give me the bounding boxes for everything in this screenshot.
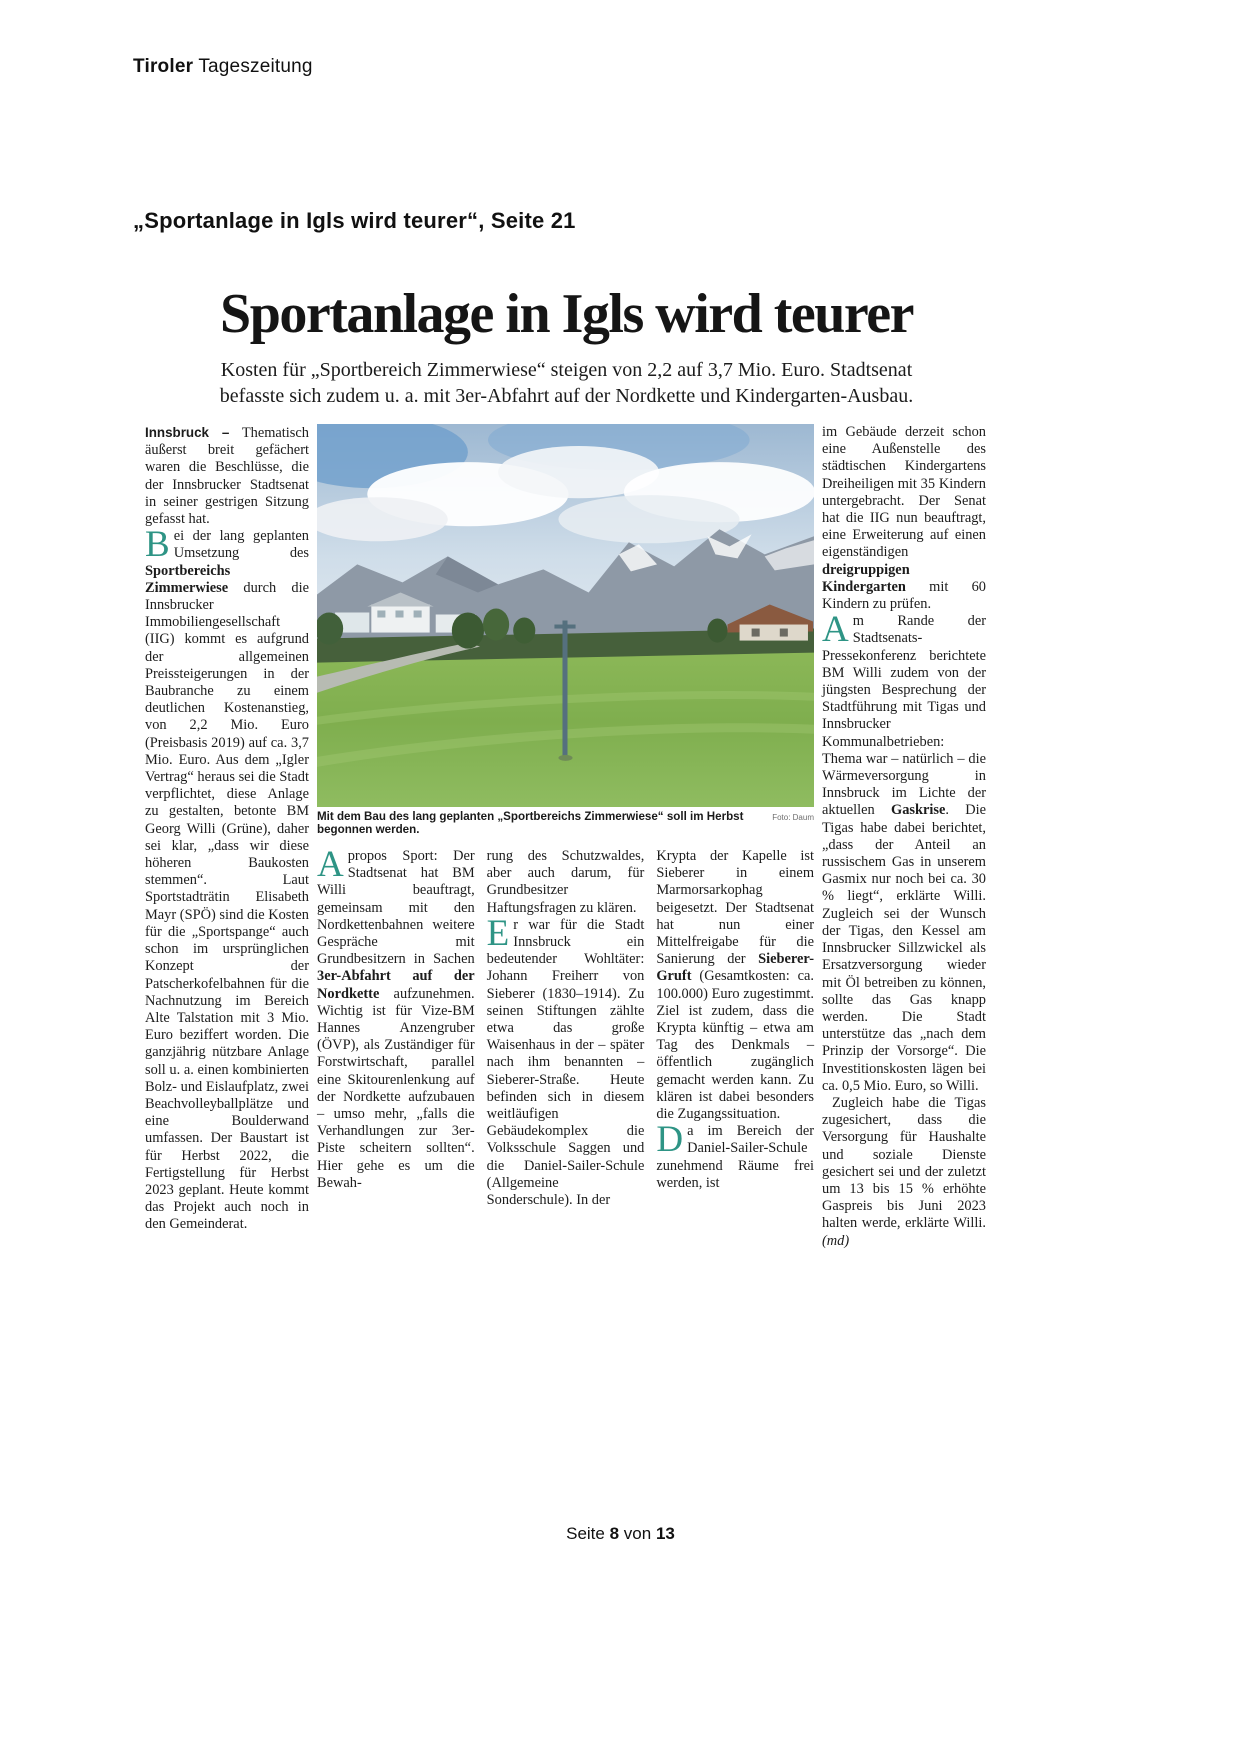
text-run: aufzunehmen. Wichtig ist für Vize-BM Hannes Anzengruber (ÖVP), als Zuständiger für Forstwirtschaft, parallel eine Skitourenlenkung auf der Nordkette aufzubauen – umso mehr, „falls die Verhandlungen zur 3er-Piste scheitern sollten“. Hier gehe es um die Bewah-	[317, 985, 475, 1191]
dropcap: A	[317, 844, 344, 885]
footer-word-of: von	[623, 1524, 652, 1543]
text-run: r war für die Stadt Innsbruck ein bedeutender Wohltäter: Johann Freiherr von Sieberer (1830–1914). Zu seinen Stiftungen zählte etwa das große Waisenhaus in der – später nach ihm benannten – Sieberer-Straße. Heute befinden sich in diesem weitläufigen Gebäudekomplex die Volksschule Saggen und die Daniel-Sailer-Schule (Allgemeine Sonderschule). In der	[486, 916, 645, 1209]
article-reference-heading: „Sportanlage in Igls wird teurer“, Seite 21	[133, 208, 576, 233]
paragraph	[145, 524, 309, 1233]
text-run: ei der lang geplanten Umsetzung des	[173, 528, 309, 562]
article-headline: Sportanlage in Igls wird teurer	[220, 283, 913, 345]
subhead-line1: Kosten für „Sportbereich Zimmerwiese“ steigen von 2,2 auf 3,7 Mio. Euro. Stadtsenat	[220, 359, 913, 381]
text-run-bold: 3er-Abfahrt auf der Nordkette	[317, 968, 475, 1002]
paragraph	[656, 848, 814, 1123]
article-column-5	[822, 424, 986, 1250]
text-run: im Gebäude derzeit schon eine Außenstelle des städtischen Kindergartens Dreiheiligen mit 35 Kindern untergebracht. Der Senat hat die IIG nun beauftragt, eine Erweiterung auf einen eigenständigen	[822, 424, 986, 561]
paragraph	[317, 844, 475, 1192]
dropcap: B	[145, 524, 170, 566]
paragraph	[145, 424, 309, 528]
paragraph	[822, 609, 986, 1095]
author-initials: (md)	[822, 1232, 850, 1249]
text-run: mit 60 Kindern zu prüfen.	[822, 578, 986, 613]
text-run: durch die Innsbrucker Immobiliengesellschaft (IIG) kommt es aufgrund der allgemeinen Preissteigerungen in der Baubranche zu einem deutlichen Kostenanstieg, von 2,2 Mio. Euro (Preisbasis 2019) auf ca. 3,7 Mio. Euro. Aus dem „Igler Vertrag“ heraus sei die Stadt verpflichtet, diese Anlage zu gestalten, betonte BM Georg Willi (Grüne), daher sei klar, „dass wir diese höheren Baukosten stemmen“. Laut Sportstadträtin Elisabeth Mayr (SPÖ) sind die Kosten für die „Sportspange“ auch schon im ursprünglichen Konzept der Patscherkofelbahnen für die Nachnutzung im Bereich Alte Talstation mit 3 Mio. Euro beziffert worden. Die ganzjährig nützbare Anlage soll u. a. einen kombinierten Bolz- und Eislaufplatz, zwei Beachvolleyballplätze und eine Boulderwand umfassen. Der Baustart ist für Herbst 2022, die Fertigstellung für Herbst 2023 geplant. Heute kommt das Projekt auch noch in den Gemeinderat.	[145, 579, 309, 1233]
dropcap: E	[486, 912, 510, 954]
article-column-3	[487, 848, 645, 1209]
article-photo	[317, 424, 814, 807]
text-run: rung des Schutzwaldes, aber auch darum, für Grundbesitzer Haftungsfragen zu klären.	[486, 848, 645, 916]
text-run: propos Sport: Der Stadtsenat hat BM Willi beauftragt, gemeinsam mit den Nordkettenbahnen weitere Gespräche mit Grundbesitzern in Sachen	[317, 848, 475, 968]
publication-name-rest: Tageszeitung	[193, 56, 313, 77]
paragraph	[487, 848, 645, 917]
publication-name	[133, 56, 313, 78]
dateline: Innsbruck –	[145, 425, 230, 440]
text-run: Krypta der Kapelle ist Sieberer in einem Marmorsarkophag beigesetzt. Der Stadtsenat hat nun einer Mittelfreigabe für die Sanierung der	[656, 848, 815, 968]
footer-page-number: 8	[609, 1524, 620, 1543]
publication-name-bold: Tiroler	[133, 56, 194, 77]
text-run: m Rande der Stadtsenats-Pressekonferenz berichtete BM Willi zudem von der jüngsten Besprechung der Stadtführung mit Tigas und Innsbrucker Kommunalbetrieben: Thema war – natürlich – die Wärmeversorgung in Innsbruck im Lichte der aktuellen	[822, 613, 986, 819]
article-column-1	[145, 424, 309, 1250]
text-run: a im Bereich der Daniel-Sailer-Schule zunehmend Räume frei werden, ist	[656, 1123, 815, 1191]
footer-word-page: Seite	[566, 1524, 605, 1543]
photo-credit: Foto: Daum	[772, 813, 814, 822]
text-run-bold: dreigruppigen Kindergarten	[822, 561, 910, 595]
text-run-bold: Sportbereichs Zimmerwiese	[145, 562, 231, 596]
article-body	[145, 424, 988, 1250]
paragraph	[822, 1095, 986, 1250]
text-run: . Die Tigas habe dabei berichtet, „dass der Anteil an russischem Gas in unserem Gasmix nur noch bei ca. 30 % liegt“, erklärte Willi. Zugleich sei der Wunsch der Tigas, den Kessel am Innsbrucker Sillzwickel als Ersatzversorgung wieder mit Öl betreiben zu können, sollte das Gas knapp werden. Die Stadt unterstütze das „nach dem Prinzip der Vorsorge“. Die Investitionskosten lägen bei ca. 0,5 Mio. Euro, so Willi.	[822, 802, 986, 1094]
footer-total-pages: 13	[655, 1524, 675, 1543]
subhead-line2: befasste sich zudem u. a. mit 3er-Abfahrt auf der Nordkette und Kindergarten-Ausbau.	[219, 385, 914, 407]
photo-caption: Mit dem Bau des lang geplanten „Sportbereichs Zimmerwiese“ soll im Herbst begonnen werden.	[317, 810, 744, 836]
page-footer	[0, 1524, 1241, 1544]
photo-caption-row	[317, 810, 814, 836]
text-run: Zugleich habe die Tigas zugesichert, dass die Versorgung für Haushalte und soziale Dienste gesichert sei und der zuletzt um 13 bis 15 % erhöhte Gaspreis bis Juni 2023 halten werde, erklärte Willi.	[822, 1094, 986, 1232]
paragraph	[486, 912, 645, 1209]
article-center-region	[317, 424, 814, 1250]
paragraph	[656, 1119, 815, 1192]
article-column-4	[656, 848, 814, 1209]
text-run: (Gesamtkosten: ca. 100.000) Euro zugestimmt. Ziel ist zudem, dass die Krypta künftig – etwa am Tag des Denkmals – öffentlich zugänglich gemacht werden kann. Zu klären ist dabei besonders die Zugangssituation.	[656, 968, 815, 1123]
article-column-2	[317, 844, 475, 1209]
text-run: Thematisch äußerst breit gefächert waren die Beschlüsse, die der Innsbrucker Stadtsenat in seiner gestrigen Sitzung gefasst hat.	[145, 425, 309, 528]
paragraph	[822, 424, 986, 613]
text-run-bold: Sieberer-Gruft	[656, 951, 815, 985]
dropcap: A	[822, 609, 849, 651]
newspaper-clipping	[145, 283, 988, 1250]
text-run-bold: Gaskrise	[891, 802, 946, 819]
dropcap: D	[656, 1119, 684, 1161]
article-subhead	[145, 357, 988, 409]
lower-columns	[317, 844, 815, 1209]
